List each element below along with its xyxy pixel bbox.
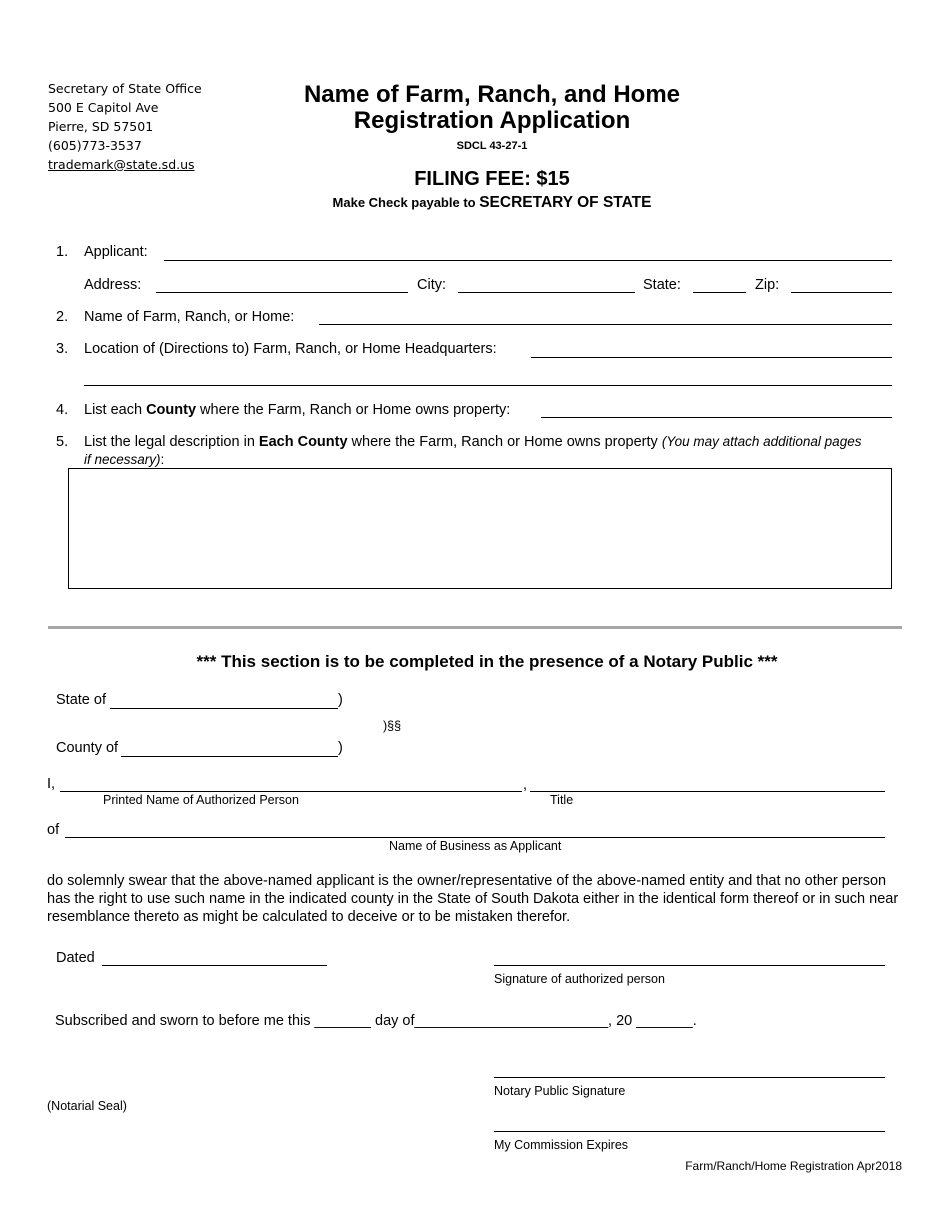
legal-label-post: where the Farm, Ranch or Home owns property [347, 434, 662, 450]
notary-state-field[interactable] [110, 708, 338, 709]
county-label-post: where the Farm, Ranch or Home owns property: [196, 402, 511, 418]
filing-fee: FILING FEE: $15 [414, 168, 570, 190]
payable-note [230, 194, 754, 212]
notary-county-field[interactable] [121, 756, 338, 757]
subscribed-text: Subscribed and sworn to before me this _______ day of________________________, 20 _______. [55, 1013, 697, 1029]
county-of-label: County of [56, 740, 119, 756]
business-name-field[interactable] [65, 837, 885, 838]
commission-expires-field[interactable] [494, 1131, 885, 1132]
notary-heading: *** This section is to be completed in the presence of a Notary Public *** [196, 652, 778, 671]
zip-label: Zip: [755, 277, 780, 293]
q4-number: 4. [56, 402, 69, 418]
legal-label-pre: List the legal description in [84, 434, 259, 450]
payable-prefix: Make Check payable to [332, 195, 476, 210]
legal-label-italic: (You may attach additional pages [661, 434, 862, 449]
signature-field[interactable] [494, 965, 885, 966]
notary-signature-caption: Notary Public Signature [494, 1084, 626, 1098]
notarial-seal-label: (Notarial Seal) [47, 1099, 127, 1113]
printed-name-caption: Printed Name of Authorized Person [103, 793, 299, 807]
address-field[interactable] [156, 292, 408, 293]
city-label: City: [417, 277, 446, 293]
location-field[interactable] [531, 357, 892, 358]
printed-name-field[interactable] [60, 791, 522, 792]
office-city-state-zip: Pierre, SD 57501 [48, 119, 154, 134]
dated-field[interactable] [102, 965, 327, 966]
legal-description-label [84, 434, 861, 450]
q5-number: 5. [56, 434, 69, 450]
state-paren: ) [338, 692, 343, 708]
section-divider [48, 626, 902, 629]
i-label: I, [47, 776, 56, 792]
address-label: Address: [84, 277, 142, 293]
legal-label-bold: Each County [258, 434, 348, 450]
title-line-1: Name of Farm, Ranch, and Home [303, 81, 681, 108]
location-label: Location of (Directions to) Farm, Ranch, or Home Headquarters: [84, 341, 497, 357]
county-label-bold: County [146, 402, 197, 418]
page-title [280, 82, 704, 134]
title-caption: Title [550, 793, 574, 807]
signature-caption: Signature of authorized person [494, 972, 665, 986]
county-label [84, 402, 510, 418]
state-field[interactable] [693, 292, 746, 293]
applicant-field[interactable] [164, 260, 892, 261]
county-paren: ) [338, 740, 343, 756]
office-phone: (605)773-3537 [48, 138, 142, 153]
farm-name-label: Name of Farm, Ranch, or Home: [84, 309, 295, 325]
legal-description-box[interactable] [68, 468, 892, 589]
legal-label-italic-2: if necessary) [84, 452, 161, 467]
state-label: State: [643, 277, 681, 293]
title-field[interactable] [530, 791, 885, 792]
location-field-line-2[interactable] [84, 385, 892, 386]
office-address [48, 79, 202, 174]
title-line-2: Registration Application [353, 107, 631, 134]
business-caption: Name of Business as Applicant [389, 839, 562, 853]
farm-name-field[interactable] [319, 324, 892, 325]
oath-text: do solemnly swear that the above-named applicant is the owner/representative of the above-named entity and that no other person has the right to use such name in the indicated county in the State of South Dakota either in the identical form thereof or in such near resemblance thereto as might be calculated to deceive or to be mistaken therefor. [47, 873, 899, 925]
state-of-label: State of [56, 692, 106, 708]
zip-field[interactable] [791, 292, 892, 293]
form-footer-id: Farm/Ranch/Home Registration Apr2018 [685, 1159, 902, 1173]
office-name: Secretary of State Office [48, 81, 202, 96]
dated-label: Dated [56, 950, 95, 966]
county-label-pre: List each [84, 402, 147, 418]
of-label: of [47, 822, 60, 838]
office-email-link[interactable]: trademark@state.sd.us [48, 157, 195, 172]
legal-label-colon: : [160, 452, 165, 467]
q1-number: 1. [56, 244, 69, 260]
office-street: 500 E Capitol Ave [48, 100, 159, 115]
ss-mark: )§§ [383, 719, 402, 733]
name-title-comma: , [523, 777, 528, 793]
q3-number: 3. [56, 341, 69, 357]
legal-label-continued [84, 452, 164, 467]
q2-number: 2. [56, 309, 69, 325]
commission-caption: My Commission Expires [494, 1138, 629, 1152]
city-field[interactable] [458, 292, 635, 293]
county-field[interactable] [541, 417, 892, 418]
statute-reference: SDCL 43-27-1 [456, 140, 528, 152]
applicant-label: Applicant: [84, 244, 148, 260]
notary-signature-field[interactable] [494, 1077, 885, 1078]
payable-to: SECRETARY OF STATE [479, 194, 652, 211]
